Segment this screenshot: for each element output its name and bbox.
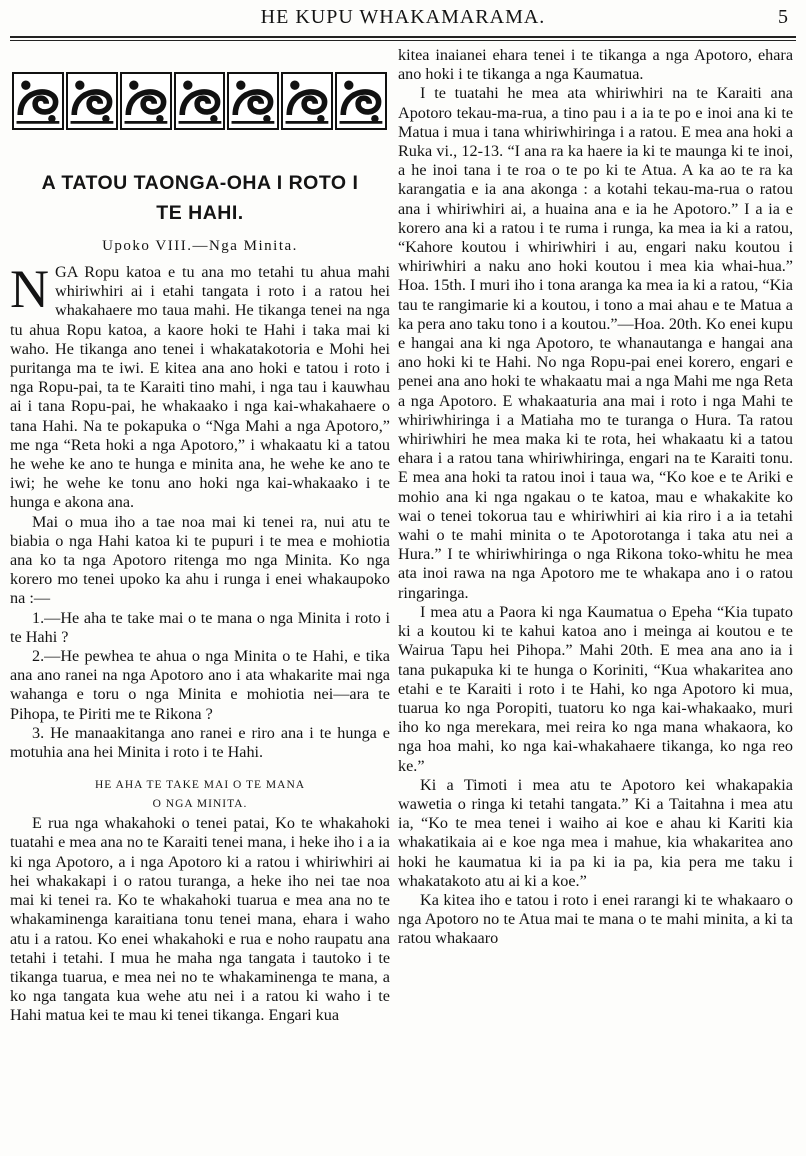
article-title-line-1: A TATOU TAONGA-OHA I ROTO I xyxy=(41,172,359,194)
ornament-tile xyxy=(227,72,279,130)
ornament-tile xyxy=(174,72,226,130)
right-column xyxy=(398,46,793,949)
question-2: 2.—He pewhea te ahua o nga Minita o te Hahi, e tika ana ano ranei na nga Apotoro ano i ata whakarite mai nga wahanga e toru o nga Minita e mohiotia nei—ara te Pihopa, te Piriti me te Rikona ? xyxy=(10,647,390,723)
article-title-line-2: TE HAHI. xyxy=(156,202,244,224)
paragraph-1-text: GA Ropu katoa e tu ana mo tetahi tu ahua mahi whiriwhiri ai i etahi tangata i roto i a ratou hei whakahaere mo taua mahi. He tikanga tenei na nga tu ahua Ropu katoa, a kaore hoki te Hahi i taka mai ki waho. He tikanga ano tenei i whakatakotoria e Mohi hei puritanga ma te iwi. E kitea ana ano hoki e tatou i roto i nga Ropu-pai, ta te Karaiti tino mahi, i nga tau i kauwhau ai i tana Ropu-pai, he whakaako i nga kai-whakahaere o tana Hahi. Na te pokapuka o “Nga Mahi a nga Apotoro,” me nga “Reta hoki a nga Apotoro,” i whakaatu ki a tatou he wehe ke ano te hunga e minita ana, he wehe ke ano te iwi; he wehe ke tonu ano hoki nga kai-whakaako i te hunga e akona ana. xyxy=(10,263,390,512)
question-3: 3. He manaakitanga ano ranei e riro ana i te hunga e motuhia ana hei Minita i roto i te Hahi. xyxy=(10,723,390,762)
right-paragraph-5: Ka kitea iho e tatou i roto i enei rarangi ki te whakaaro o nga Apotoro no te Atua mai te mana o te mahi minita, a ki ta ratou whakaaro xyxy=(398,890,793,948)
paragraph-2: Mai o mua iho a tae noa mai ki tenei ra, nui atu te biabia o nga Hahi katoa ki te pupuri i te mea e mohiotia ana ko ta nga Apotoro ritenga mo nga Minita. Ko nga korero mo tenei upoko ka ahu i runga i enei whakaupoko na :— xyxy=(10,512,390,608)
ornament-tile xyxy=(281,72,333,130)
right-paragraph-3: I mea atu a Paora ki nga Kaumatua o Epeha “Kia tupato ki a koutou ki te kahui katoa ano i meinga ai koutou e te Wairua Tapu hei Pihopa.” Mahi 20th. E mea ana ano ia i tana pukapuka ki te hunga o Koriniti, “Kua whakaritea ano etahi e te Karaiti i roto i te Hahi, ko nga Apotoro ki mua, tuarua ko nga Poropiti, tuatoru ko nga kai-whakaako, muri iho ko nga merekara, mei reira ko nga mana whakaora, ko nga hoa mahi, ko nga kai-whakahaere tikanga, ko nga reo ke.” xyxy=(398,602,793,775)
ornament-tile xyxy=(66,72,118,130)
page-header xyxy=(10,0,796,46)
drop-cap: N xyxy=(10,259,49,319)
right-paragraph-continued: kitea inaianei ehara tenei i te tikanga a nga Apotoro, ehara ano hoki i te tikanga a nga Kaumatua. xyxy=(398,46,793,84)
article-title xyxy=(10,168,390,228)
paragraph-1 xyxy=(10,259,390,513)
paragraph-3: E rua nga whakahoki o tenei patai, Ko te whakahoki tuatahi e mea ana no te Karaiti tenei mana, i heke iho i a ia ki nga Apotoro, a i nga Apotoro ki a ratou i whiriwhiri ai hei whakakapi i o ratou turanga, a heke iho nei tae noa mai ki tenei ra. Ko te whakahoki tuarua e mea ana no te whakaminenga karaitiana tonu tenei mana, ehara i waho atu i a ratou. Ko enei whakahoki e rua e noho raupatu ana tetahi i tetahi. I mua he maha nga tangata i tautoko i te tikanga tuarua, e mea nei no te whakaminenga te mana, a ko nga tangata kua wehe atu nei i a ratou ki waho i te Hahi matua kei te mau ki tenei tikanga. Engari kua xyxy=(10,814,390,1025)
chapter-subtitle: Upoko VIII.—Nga Minita. xyxy=(102,238,298,254)
right-paragraph-4: Ki a Timoti i mea atu te Apotoro kei whakapakia wawetia o ringa ki tetahi tangata.” Ki a Taitahna i mea atu ia, “Ko te mea tenei i waiho ai koe e ahau ki Kariti kia whakatikaia ai e koe nga mea i mahue, kia whakaritea ano hoki he kaumatua ki ia pa ki ia pa, kia pera me taku i whakatakoto atu ai ki a koe.” xyxy=(398,775,793,890)
ornament-tile xyxy=(12,72,64,130)
ornament-tile xyxy=(335,72,387,130)
header-rule-thin xyxy=(10,40,796,41)
section-heading-line-1: HE AHA TE TAKE MAI O TE MANA xyxy=(94,779,306,792)
header-rule xyxy=(10,36,796,38)
page-number: 5 xyxy=(778,6,788,28)
right-paragraph-2: I te tuatahi he mea ata whiriwhiri na te Karaiti ana Apotoro tekau-ma-rua, a tino pau i a ia te po e inoi ana ki te Matua i mua i tana whiriwhiringa i a ratou. E mea ana hoki a Ruka vi., 12-13. “I ana ra ka haere ia ki te maunga ki te inoi, a he inoi tana i te roa o te po ki te Atua. A ka ao te ra ka karangatia e ia ana akonga : a kotahi tekau-ma-rua o ratou ana i whiriwhiri ai, a huaina ana e ia he Apotoro.” I a ia e korero ana ki a ratou i te ruma i runga, ka mea ia ki a ratou, “Kahore koutou i whiriwhiri i au, engari naku koutou i whiriwhiri a naku ano hoki koutou i mea kia whai-hua.” Hoa. 15th. I muri iho i tona aranga ka mea ia ki a ratou, “Kia tau te rangimarie ki a koutou, i tono a mai ahau e te Matua a ka pera ano taku tono i a koutou.”—Hoa. 20th. Ko enei kupu e hangai ana ki nga Apotoro, te whanautanga e hangai ana ano hoki ki te Hahi. No nga Ropu-pai enei korero, engari e penei ana ano hoki te whakaatu mai a nga Mahi me nga Reta a nga Apotoro. E whakaaturia ana mai i roto i nga Mahi te whiriwhiringa i a Matiaha mo te turanga o Hura. Ta ratou whiriwhiri he mea maka ki te rota, hei whakaatu ki a tatou ehara i a ratou tana whiriwhiringa, engari na te Karaiti tonu. E mea ana hoki ta ratou inoi i taua wa, “Ko koe e te Ariki e mohio ana ki nga ngakau o te katoa, mau e whakakite ko wai o tenei tokorua tau e whiriwhiri ai kia riro i a ia tetahi wahi o te mahi minita o te Apotorotanga i taka atu nei a Hura.” I te whiriwhiringa o nga Rikona toko-whitu he mea ata inoi rawa na nga Apotoro me te whakapa ano i o ratou ringaringa. xyxy=(398,84,793,602)
question-1: 1.—He aha te take mai o te mana o nga Minita i roto i te Hahi ? xyxy=(10,608,390,646)
ornament-tile xyxy=(120,72,172,130)
running-title: HE KUPU WHAKAMARAMA. xyxy=(260,6,546,28)
decorative-ornament-band xyxy=(12,72,387,130)
left-column xyxy=(10,58,390,1026)
section-heading-line-2: O NGA MINITA. xyxy=(152,798,248,811)
section-heading xyxy=(10,776,390,814)
